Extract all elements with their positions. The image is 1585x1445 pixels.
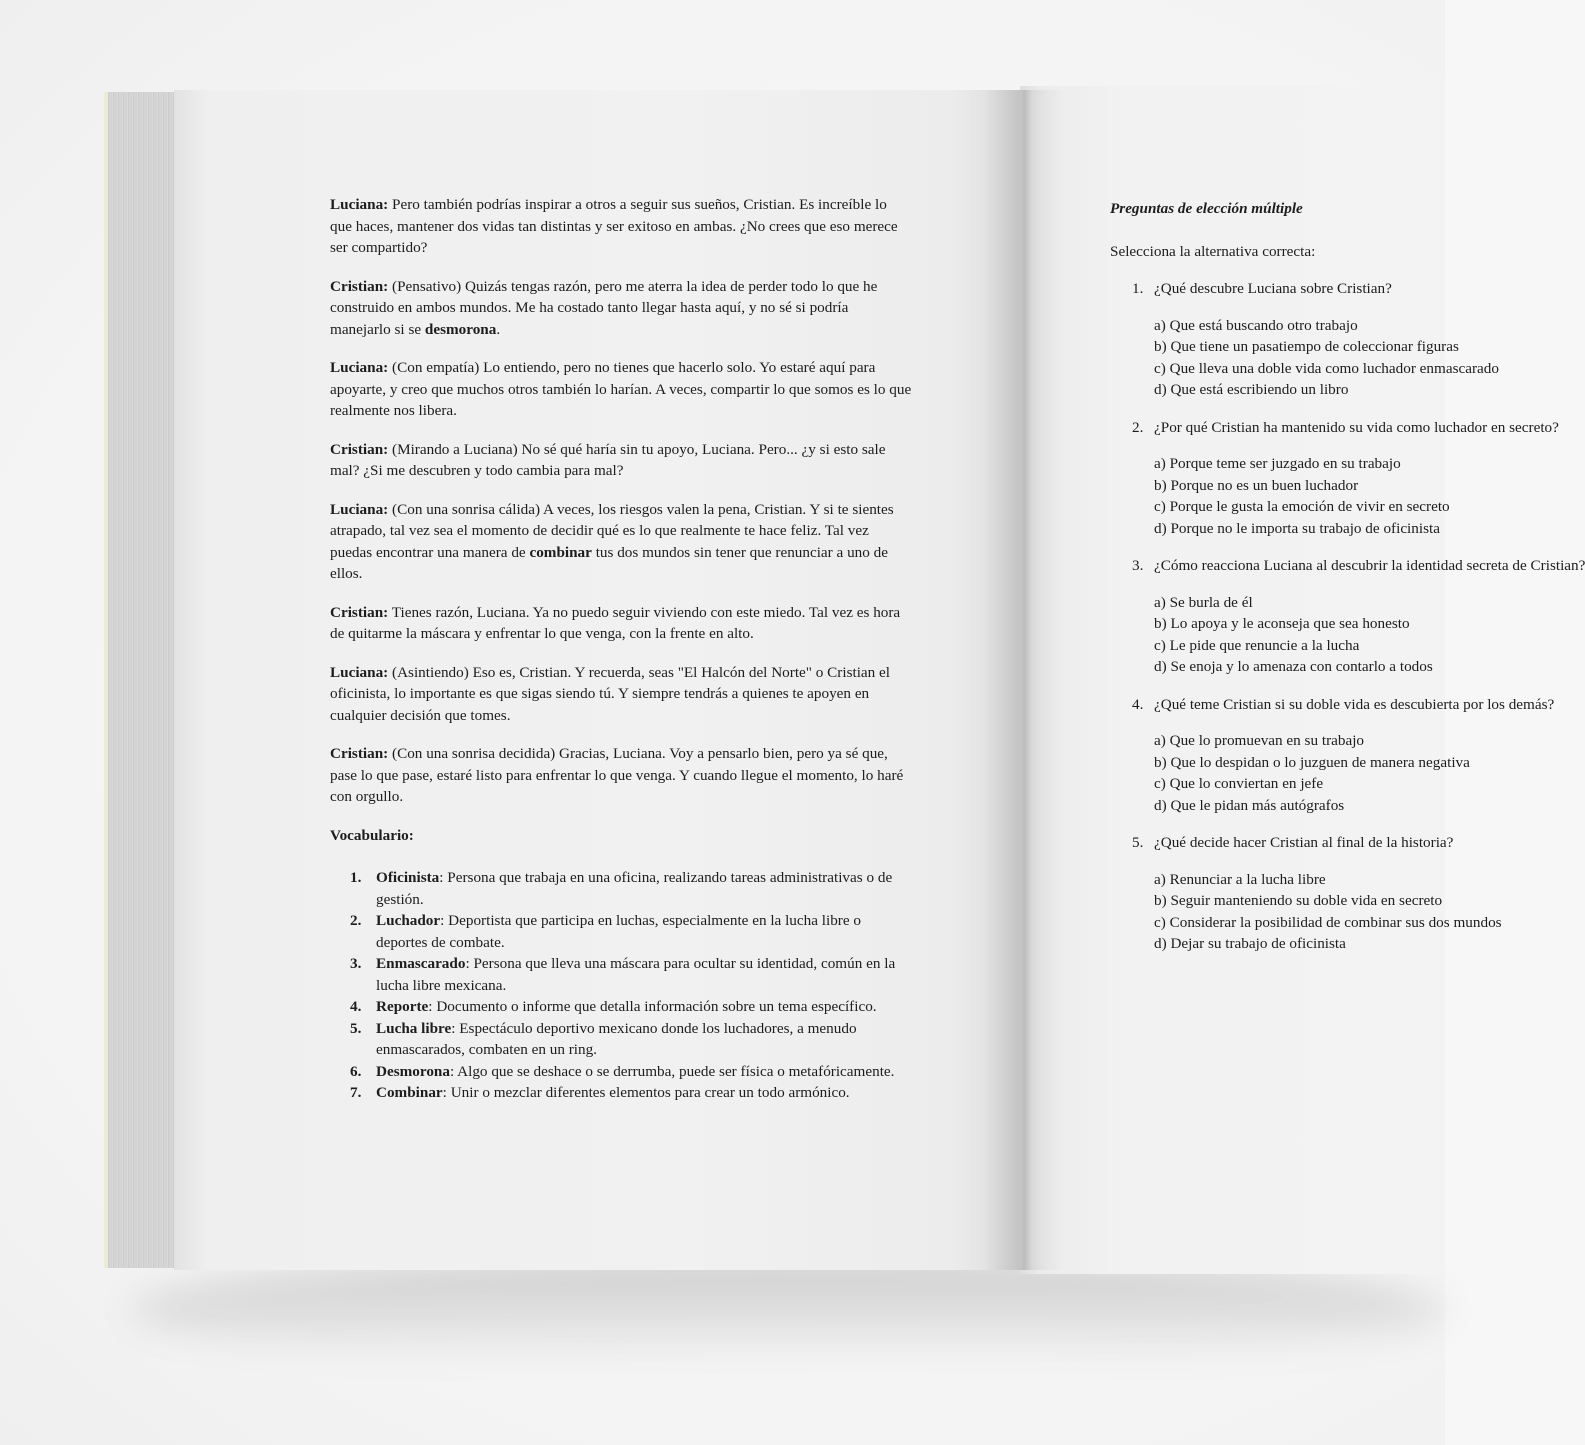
vocabulary-item (350, 867, 912, 910)
vocabulary-number: 6. (350, 1062, 362, 1080)
answer-option: b) Que lo despidan o lo juzguen de manera negativa (1154, 753, 1470, 771)
vocabulary-definition: : Unir o mezclar diferentes elementos para crear un todo armónico. (442, 1084, 850, 1101)
vocabulary-item (350, 910, 912, 953)
question-number: 5. (1132, 834, 1144, 851)
question-prompt: ¿Qué teme Cristian si su doble vida es descubierta por los demás? (1154, 695, 1555, 713)
dialogue-paragraph (330, 662, 912, 727)
vocabulary-term: Luchador (376, 912, 441, 929)
speaker-name: Luciana: (330, 500, 389, 518)
dialogue-paragraph (330, 499, 912, 585)
vocabulary-number: 1. (350, 869, 362, 886)
question-prompt: ¿Cómo reacciona Luciana al descubrir la identidad secreta de Cristian? (1154, 557, 1585, 574)
emphasized-word: combinar (529, 543, 592, 561)
vocabulary-number: 3. (350, 955, 362, 972)
answer-option: a) Se burla de él (1154, 593, 1253, 611)
dialogue-text: (Con una sonrisa cálida) A veces, los riesgos valen la pena, Cristian. Y si te sientes atrapado, tal vez sea el momento de decidir qué es lo que realmente te hace feliz. Tal vez puedas encontrar una manera de (330, 500, 894, 561)
dialogue-text: (Pensativo) Quizás tengas razón, pero me aterra la idea de perder todo lo que he construido en ambos mundos. Me ha costado tanto llegar hasta aquí, y no sé si podría manejarlo si se (330, 277, 878, 338)
answer-options (1110, 453, 1580, 539)
dialogue-text: (Mirando a Luciana) No sé qué haría sin tu apoyo, Luciana. Pero... ¿y si esto sale mal? ¿Si me descubren y todo cambia para mal? (330, 440, 886, 479)
vocabulary-number: 2. (350, 912, 362, 929)
vocabulary-number: 7. (350, 1084, 362, 1101)
section-title: Preguntas de elección múltiple (1110, 200, 1303, 217)
answer-option: c) Considerar la posibilidad de combinar sus dos mundos (1154, 913, 1502, 931)
question-text (1110, 694, 1580, 716)
dialogue-text: tus dos mundos sin tener que renunciar a uno de ellos. (330, 543, 888, 582)
answer-option: c) Porque le gusta la emoción de vivir en secreto (1154, 498, 1450, 515)
question-text (1110, 417, 1580, 439)
answer-option: d) Que está escribiendo un libro (1154, 381, 1349, 398)
vocabulary-definition: : Deportista que participa en luchas, especialmente en la lucha libre o deportes de combate. (376, 912, 862, 951)
vocabulary-definition: : Persona que trabaja en una oficina, realizando tareas administrativas o de gestión. (376, 869, 893, 908)
question-block (1110, 555, 1585, 678)
dialogue-text: Pero también podrías inspirar a otros a seguir sus sueños, Cristian. Es increíble lo que haces, mantener dos vidas tan distintas y ser exitoso en ambas. ¿No crees que eso merece ser compartido? (330, 196, 898, 256)
vocabulary-definition: : Persona que lleva una máscara para ocultar su identidad, común en la lucha libre mexicana. (376, 955, 896, 994)
answer-option: d) Dejar su trabajo de oficinista (1154, 935, 1346, 952)
speaker-name: Cristian: (330, 603, 389, 621)
speaker-name: Luciana: (330, 196, 389, 213)
vocabulary-term: Enmascarado (376, 955, 466, 972)
dialogue-text: (Asintiendo) Eso es, Cristian. Y recuerda, seas "El Halcón del Norte" o Cristian el oficinista, lo importante es que sigas siendo tú. Y siempre tendrás a quienes te apoyen en cualquier decisión que tomes. (330, 663, 891, 724)
question-block (1110, 694, 1580, 817)
left-page-content (330, 194, 912, 1104)
questions-list (1110, 278, 1585, 955)
question-text (1110, 832, 1580, 854)
speaker-name: Cristian: (330, 277, 389, 295)
vocabulary-term: Oficinista (376, 869, 440, 886)
answer-option: a) Renunciar a la lucha libre (1154, 870, 1326, 888)
question-prompt: ¿Qué descubre Luciana sobre Cristian? (1154, 280, 1392, 297)
question-text (1110, 555, 1585, 577)
answer-option: c) Que lo conviertan en jefe (1154, 775, 1324, 792)
dialogue-section (330, 194, 912, 808)
vocabulary-item (350, 1082, 912, 1104)
answer-option: a) Que está buscando otro trabajo (1154, 316, 1358, 334)
answer-option: d) Se enoja y lo amenaza con contarlo a todos (1154, 658, 1433, 675)
vocabulary-list (330, 867, 912, 1104)
vocabulary-term: Lucha libre (376, 1019, 452, 1037)
answer-options (1110, 730, 1580, 816)
speaker-name: Luciana: (330, 359, 389, 376)
answer-options (1110, 869, 1580, 955)
speaker-name: Luciana: (330, 663, 389, 681)
dialogue-text: Tienes razón, Luciana. Ya no puedo seguir viviendo con este miedo. Tal vez es hora de quitarme la máscara y enfrentar lo que venga, con la frente en alto. (330, 603, 901, 642)
vocabulary-item (350, 1061, 912, 1083)
vocabulary-item (350, 953, 912, 996)
vocabulary-item (350, 1018, 912, 1061)
question-prompt: ¿Qué decide hacer Cristian al final de la historia? (1154, 834, 1454, 851)
vocabulary-definition: : Espectáculo deportivo mexicano donde los luchadores, a menudo enmascarados, combaten en un ring. (376, 1019, 857, 1058)
vocabulary-number: 5. (350, 1019, 362, 1037)
dialogue-paragraph (330, 276, 912, 341)
question-block (1110, 278, 1580, 401)
question-block (1110, 417, 1580, 540)
page-edges (104, 92, 176, 1268)
vocabulary-definition: : Algo que se deshace o se derrumba, puede ser física o metafóricamente. (449, 1062, 895, 1080)
instructions: Selecciona la alternativa correcta: (1110, 242, 1316, 260)
emphasized-word: desmorona (424, 320, 497, 338)
answer-option: c) Le pide que renuncie a la lucha (1154, 636, 1360, 654)
dialogue-text: . (496, 320, 501, 338)
dialogue-text: (Con una sonrisa decidida) Gracias, Luciana. Voy a pensarlo bien, pero ya sé que, pase lo que pase, estaré listo para enfrentar lo que venga. Y cuando llegue el momento, lo haré con orgullo. (330, 745, 904, 805)
vocabulary-item (350, 996, 912, 1018)
question-number: 4. (1132, 695, 1144, 713)
answer-option: d) Porque no le importa su trabajo de oficinista (1154, 519, 1440, 537)
dialogue-text: (Con empatía) Lo entiendo, pero no tienes que hacerlo solo. Yo estaré aquí para apoyarte, y creo que muchos otros también lo harían. A veces, compartir lo que somos es lo que realmente nos libera. (330, 359, 912, 419)
answer-option: b) Seguir manteniendo su doble vida en secreto (1154, 892, 1443, 909)
dialogue-paragraph (330, 439, 912, 482)
dialogue-paragraph (330, 357, 912, 422)
question-block (1110, 832, 1580, 955)
open-book (104, 86, 1585, 1274)
vocabulary-term: Combinar (376, 1084, 443, 1101)
vocabulary-term: Reporte (376, 998, 429, 1015)
question-number: 1. (1132, 280, 1144, 297)
vocabulary-title: Vocabulario: (330, 826, 414, 844)
question-prompt: ¿Por qué Cristian ha mantenido su vida como luchador en secreto? (1154, 418, 1559, 436)
answer-option: a) Porque teme ser juzgado en su trabajo (1154, 455, 1401, 472)
dialogue-paragraph (330, 602, 912, 645)
left-page (174, 90, 1020, 1270)
vocabulary-definition: : Documento o informe que detalla información sobre un tema específico. (428, 998, 877, 1015)
dialogue-paragraph (330, 194, 912, 259)
answer-option: d) Que le pidan más autógrafos (1154, 796, 1345, 814)
speaker-name: Cristian: (330, 745, 389, 762)
right-page (1020, 86, 1585, 1274)
dialogue-paragraph (330, 743, 912, 808)
right-page-content (1110, 198, 1585, 971)
speaker-name: Cristian: (330, 440, 389, 458)
answer-option: b) Lo apoya y le aconseja que sea honesto (1154, 615, 1410, 632)
question-text (1110, 278, 1580, 300)
vocabulary-term: Desmorona (376, 1062, 450, 1080)
question-number: 2. (1132, 418, 1144, 436)
answer-option: b) Porque no es un buen luchador (1154, 476, 1359, 494)
answer-option: b) Que tiene un pasatiempo de coleccionar figuras (1154, 338, 1459, 355)
answer-options (1110, 315, 1580, 401)
answer-option: c) Que lleva una doble vida como luchador enmascarado (1154, 359, 1499, 377)
answer-option: a) Que lo promuevan en su trabajo (1154, 732, 1365, 749)
vocabulary-number: 4. (350, 998, 362, 1015)
answer-options (1110, 592, 1580, 678)
question-number: 3. (1132, 557, 1144, 574)
